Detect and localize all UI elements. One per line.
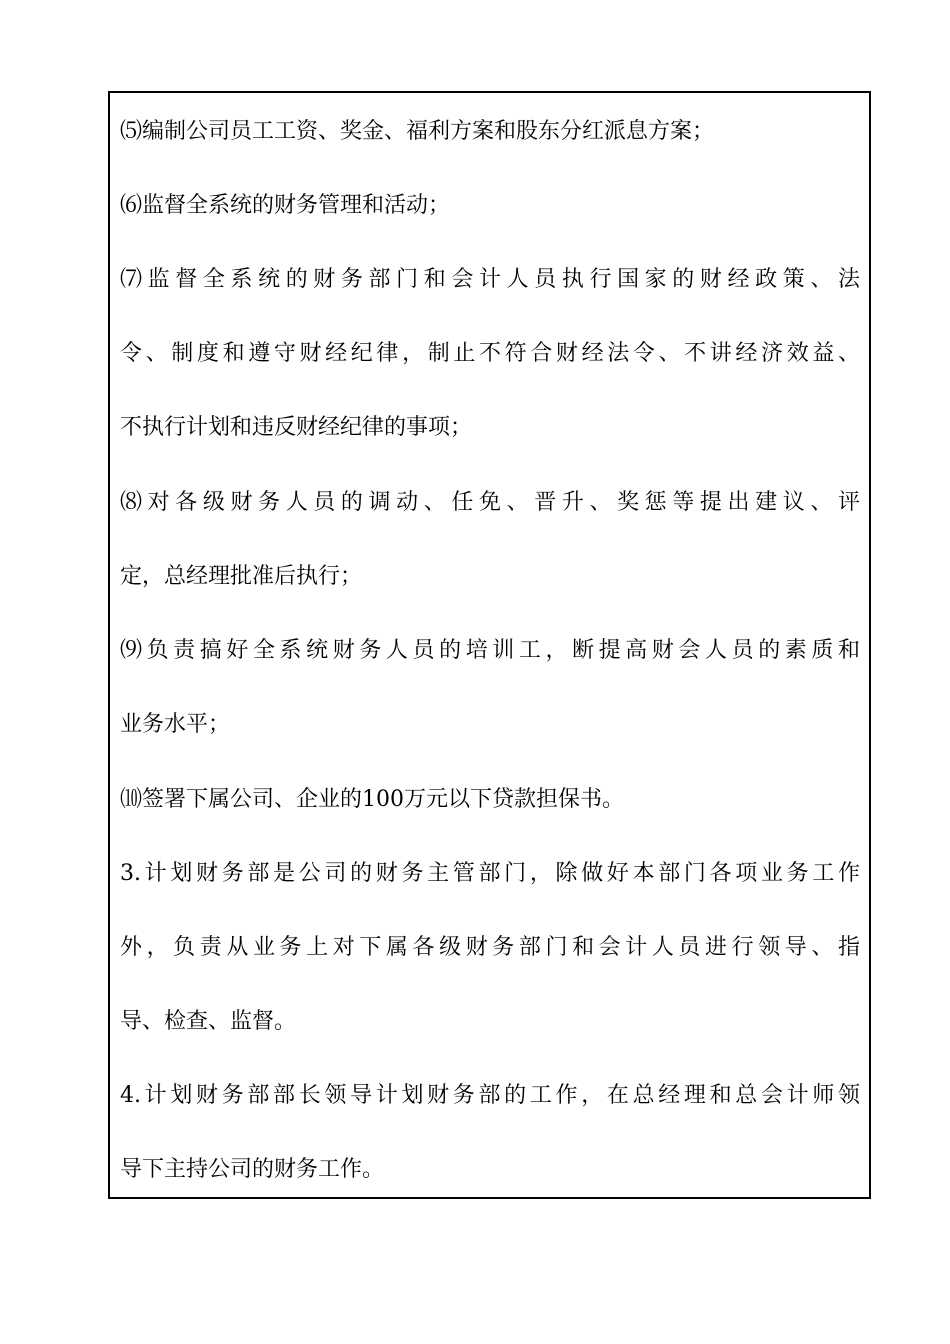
text-line: 不执行计划和违反财经纪律的事项；	[120, 415, 473, 440]
bordered-text-box	[108, 91, 871, 1199]
text-line: ⑼负责搞好全系统财务人员的培训工，断提高财会人员的素质和	[120, 638, 860, 663]
text-line: 定，总经理批准后执行；	[120, 564, 363, 589]
text-line: 3.计划财务部是公司的财务主管部门，除做好本部门各项业务工作	[120, 861, 860, 886]
text-line: ⑹监督全系统的财务管理和活动；	[120, 193, 451, 218]
text-line: 业务水平；	[120, 712, 231, 737]
text-line: ⑻对各级财务人员的调动、任免、晋升、奖惩等提出建议、评	[120, 490, 860, 515]
text-line: ⑽签署下属公司、企业的100万元以下贷款担保书。	[120, 787, 624, 812]
text-line: 4.计划财务部部长领导计划财务部的工作，在总经理和总会计师领	[120, 1083, 860, 1108]
text-line: 令、制度和遵守财经纪律，制止不符合财经法令、不讲经济效益、	[120, 341, 860, 366]
text-line: ⑸编制公司员工工资、奖金、福利方案和股东分红派息方案；	[120, 119, 715, 144]
text-line: 导、检查、监督。	[120, 1009, 297, 1034]
text-line: 导下主持公司的财务工作。	[120, 1157, 385, 1182]
text-line: ⑺监督全系统的财务部门和会计人员执行国家的财经政策、法	[120, 267, 860, 292]
text-line: 外，负责从业务上对下属各级财务部门和会计人员进行领导、指	[120, 935, 860, 960]
